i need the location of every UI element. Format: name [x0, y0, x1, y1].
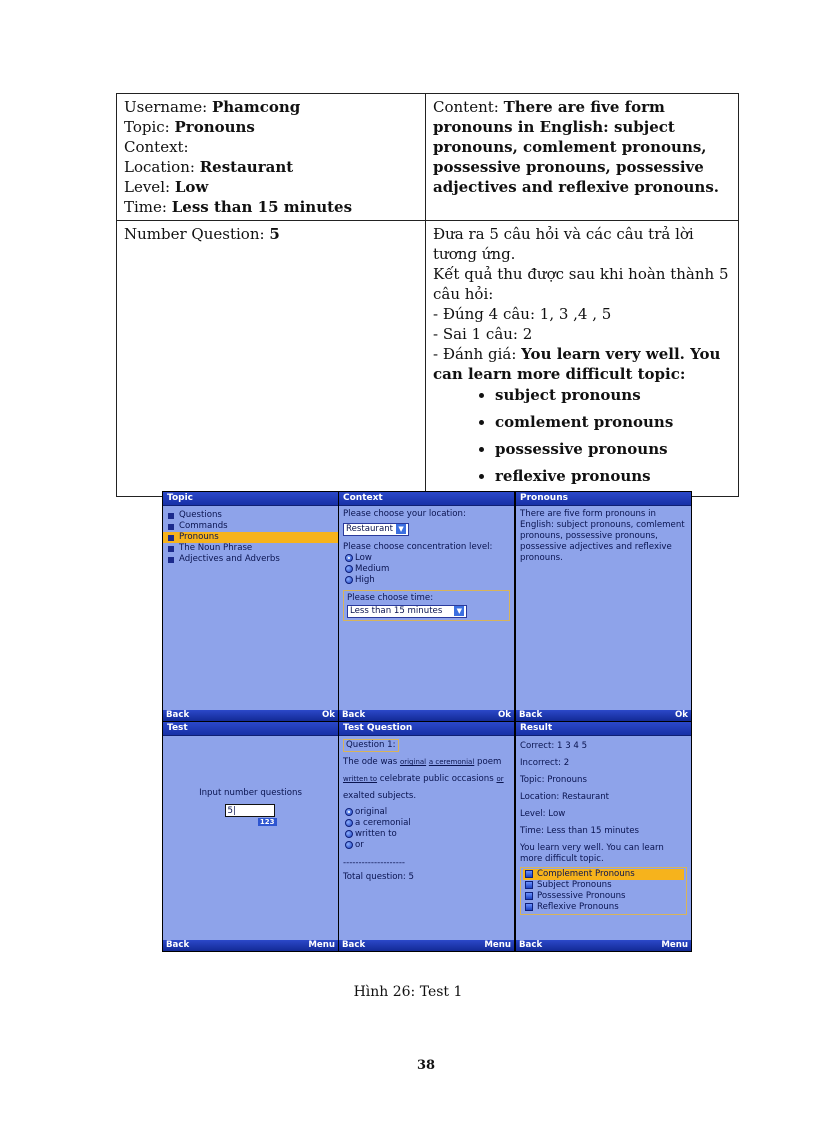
list-item: • possessive pronouns [495, 439, 732, 459]
test-screen [163, 722, 338, 951]
location-value: Restaurant [199, 158, 294, 176]
bullet-icon [168, 557, 174, 563]
topic-option-possessive[interactable]: Possessive Pronouns [523, 891, 684, 902]
softkey-bar [163, 940, 338, 951]
result-topic: Topic: Pronouns [520, 775, 587, 785]
ok-softkey[interactable]: Ok [497, 710, 511, 720]
screen-title: Pronouns [516, 492, 691, 506]
screen-title: Test Question [339, 722, 514, 736]
evaluation-label: - Đánh giá: [433, 345, 517, 363]
input-prompt: Input number questions [199, 788, 302, 798]
separator: -------------------- [343, 858, 406, 868]
topic-option-subject[interactable]: Subject Pronouns [523, 880, 684, 891]
back-softkey[interactable]: Back [166, 710, 190, 720]
page-number: 38 [416, 1058, 436, 1073]
time-group [343, 590, 510, 621]
screen-title: Context [339, 492, 514, 506]
username-label: Username: [124, 98, 208, 116]
back-softkey[interactable]: Back [166, 940, 190, 950]
location-select[interactable]: Restaurant ▼ [343, 523, 409, 536]
softkey-bar [339, 940, 514, 951]
number-question-cell [117, 221, 426, 497]
screen-title: Result [516, 722, 691, 736]
suggested-topics-list [433, 385, 732, 486]
softkey-bar [163, 710, 338, 721]
time-value: Less than 15 minutes [171, 198, 353, 216]
bullet-icon [168, 524, 174, 530]
topic-item-questions[interactable]: Questions [163, 510, 338, 521]
answer-radio-written-to[interactable]: written to [343, 829, 510, 840]
pronouns-description: There are five form pronouns in English: subject pronouns, comlement pronouns, possessive pronouns, possessive adjectives and reflexive pronouns. [520, 509, 685, 563]
back-softkey[interactable]: Back [342, 940, 366, 950]
softkey-bar [339, 710, 514, 721]
wrong-text: - Sai 1 câu: 2 [433, 325, 533, 343]
checkbox-icon [525, 892, 533, 900]
time-label: Time: [124, 198, 167, 216]
list-item: • comlement pronouns [495, 412, 732, 432]
result-location: Location: Restaurant [520, 792, 610, 802]
total-questions: Total question: 5 [343, 872, 415, 882]
back-softkey[interactable]: Back [519, 710, 543, 720]
result-description-cell [426, 221, 739, 497]
list-item: • reflexive pronouns [495, 466, 732, 486]
topic-label: Topic: [124, 118, 170, 136]
level-radio-medium[interactable]: Medium [343, 564, 510, 575]
softkey-bar [516, 710, 691, 721]
checkbox-icon [525, 881, 533, 889]
result-screen [516, 722, 691, 951]
question-label: Question 1: [343, 739, 399, 752]
screenshot-grid [162, 491, 692, 952]
radio-icon [345, 554, 353, 562]
content-cell [426, 94, 739, 221]
username-value: Phamcong [211, 98, 301, 116]
level-radio-low[interactable]: Low [343, 553, 510, 564]
result-time: Time: Less than 15 minutes [520, 826, 639, 836]
topic-option-reflexive[interactable]: Reflexive Pronouns [523, 902, 684, 913]
screen-title: Topic [163, 492, 338, 506]
correct-text: - Đúng 4 câu: 1, 3 ,4 , 5 [433, 305, 612, 323]
level-value: Low [174, 178, 209, 196]
topic-item-noun-phrase[interactable]: The Noun Phrase [163, 543, 338, 554]
topic-item-pronouns[interactable]: Pronouns [163, 532, 338, 543]
question-count-input[interactable]: 5| [225, 804, 275, 817]
content-label: Content: [433, 98, 499, 116]
ok-softkey[interactable]: Ok [321, 710, 335, 720]
result-intro-text: Kết quả thu được sau khi hoàn thành 5 câu hỏi: [433, 265, 729, 303]
time-select[interactable]: Less than 15 minutes ▼ [347, 605, 467, 618]
menu-softkey[interactable]: Menu [484, 940, 511, 950]
topic-item-commands[interactable]: Commands [163, 521, 338, 532]
menu-softkey[interactable]: Menu [308, 940, 335, 950]
radio-icon [345, 565, 353, 573]
checkbox-icon [525, 870, 533, 878]
radio-icon [345, 841, 353, 849]
radio-icon [345, 830, 353, 838]
answer-radio-original[interactable]: original [343, 807, 510, 818]
number-question-label: Number Question: [124, 225, 265, 243]
level-label: Level: [124, 178, 171, 196]
level-prompt: Please choose concentration level: [343, 542, 493, 552]
back-softkey[interactable]: Back [519, 940, 543, 950]
bullet-icon [168, 535, 174, 541]
radio-icon [345, 819, 353, 827]
checkbox-icon [525, 903, 533, 911]
location-prompt: Please choose your location: [343, 509, 466, 519]
input-mode-badge: 123 [259, 818, 275, 826]
topic-option-complement[interactable]: Complement Pronouns [523, 869, 684, 880]
next-topics-group [520, 867, 687, 915]
topic-value: Pronouns [174, 118, 255, 136]
ok-softkey[interactable]: Ok [674, 710, 688, 720]
softkey-bar [516, 940, 691, 951]
answer-radio-ceremonial[interactable]: a ceremonial [343, 818, 510, 829]
context-label: Context: [124, 138, 189, 156]
chevron-down-icon: ▼ [454, 606, 464, 616]
list-item: • subject pronouns [495, 385, 732, 405]
radio-icon [345, 576, 353, 584]
test-question-screen [339, 722, 514, 951]
answer-radio-or[interactable]: or [343, 840, 510, 851]
location-label: Location: [124, 158, 195, 176]
number-question-value: 5 [269, 225, 280, 243]
figure-caption: Hình 26: Test 1 [353, 984, 463, 1000]
bullet-icon [168, 513, 174, 519]
question-text: The ode was original a ceremonial poem written to celebrate public occasions or exalted subjects. [343, 757, 504, 801]
context-screen [339, 492, 514, 721]
question-count-field[interactable] [225, 804, 277, 826]
chevron-down-icon: ▼ [396, 524, 406, 534]
topic-screen [163, 492, 338, 721]
back-softkey[interactable]: Back [342, 710, 366, 720]
info-table [116, 93, 739, 497]
topic-item-adjectives[interactable]: Adjectives and Adverbs [163, 554, 338, 565]
result-incorrect: Incorrect: 2 [520, 758, 570, 768]
content-value: There are five form pronouns in English: subject pronouns, comlement pronouns, possessive pronouns, possessive adjectives and reflexive pronouns. [433, 98, 720, 196]
menu-softkey[interactable]: Menu [661, 940, 688, 950]
radio-icon [345, 808, 353, 816]
result-level: Level: Low [520, 809, 566, 819]
session-info-cell [117, 94, 426, 221]
time-prompt: Please choose time: [347, 593, 434, 603]
bullet-icon [168, 546, 174, 552]
level-radio-high[interactable]: High [343, 575, 510, 586]
pronouns-screen [516, 492, 691, 721]
intro-text: Đưa ra 5 câu hỏi và các câu trả lời tương ứng. [433, 225, 694, 263]
result-message: You learn very well. You can learn more difficult topic. [520, 843, 664, 864]
result-correct: Correct: 1 3 4 5 [520, 741, 588, 751]
evaluation-value: You learn very well. You can learn more difficult topic: [433, 345, 721, 383]
screen-title: Test [163, 722, 338, 736]
